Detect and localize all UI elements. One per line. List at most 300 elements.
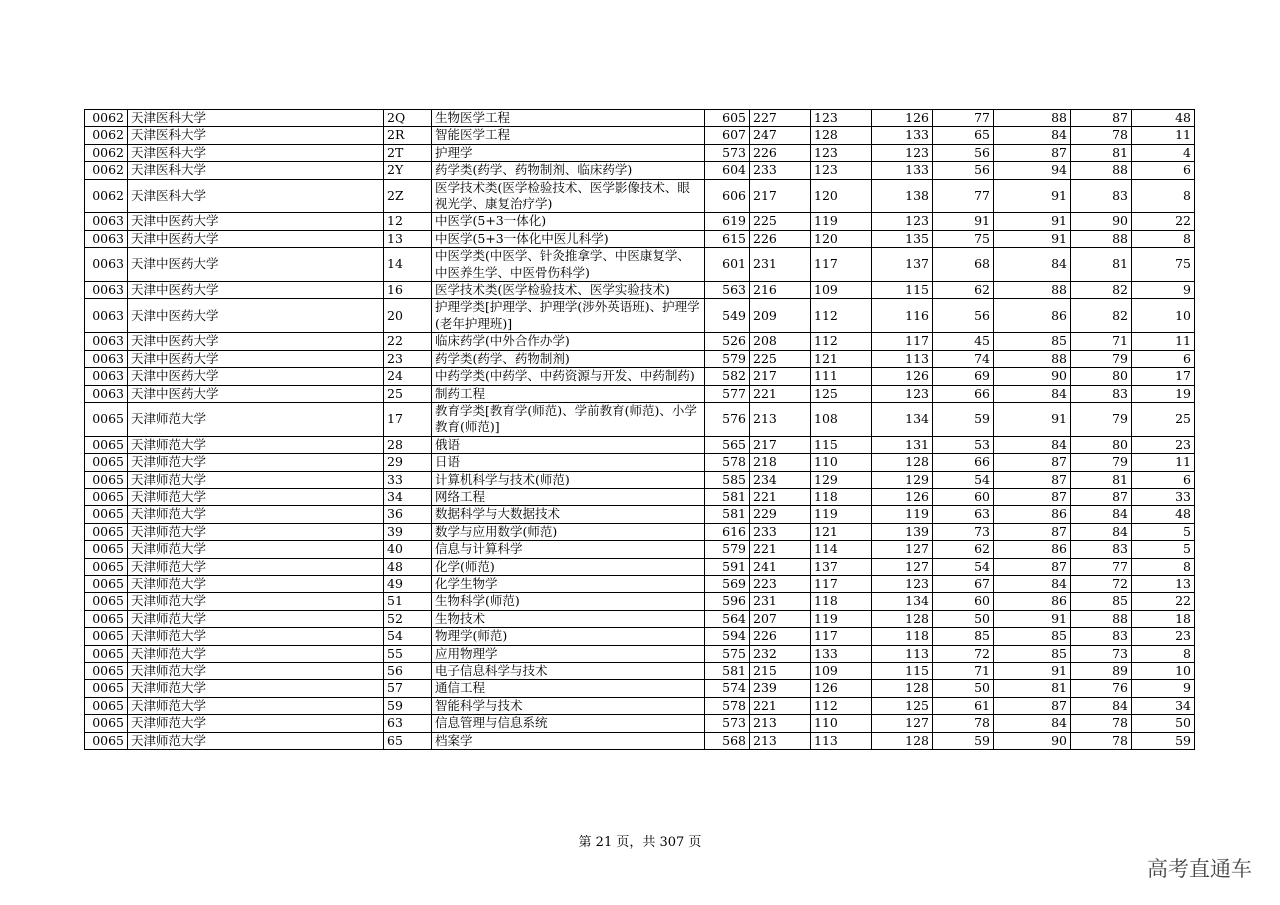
total-score-cell: 619: [705, 213, 750, 230]
major-name-cell: 生物技术: [432, 610, 705, 627]
score-d-cell: 66: [933, 385, 994, 402]
table-row: [85, 127, 1195, 144]
major-code-cell: 36: [384, 506, 432, 523]
major-name-cell: 俄语: [432, 436, 705, 453]
score-d-cell: 59: [933, 732, 994, 749]
school-code-cell: 0063: [85, 282, 128, 299]
table-row: [85, 213, 1195, 230]
school-name-cell: 天津师范大学: [128, 523, 384, 540]
table-row: [85, 558, 1195, 575]
school-name-cell: 天津师范大学: [128, 575, 384, 592]
score-b-cell: 119: [811, 213, 872, 230]
table-row: [85, 144, 1195, 161]
major-name-cell: 物理学(师范): [432, 628, 705, 645]
score-b-cell: 118: [811, 488, 872, 505]
score-g-cell: 25: [1132, 402, 1195, 436]
school-code-cell: 0062: [85, 110, 128, 127]
score-d-cell: 75: [933, 230, 994, 247]
score-e-cell: 86: [994, 541, 1071, 558]
table-row: [85, 454, 1195, 471]
score-a-cell: 213: [750, 715, 811, 732]
score-a-cell: 213: [750, 732, 811, 749]
score-c-cell: 134: [872, 402, 933, 436]
score-e-cell: 85: [994, 628, 1071, 645]
major-name-cell: 计算机科学与技术(师范): [432, 471, 705, 488]
table-row: [85, 110, 1195, 127]
score-f-cell: 80: [1071, 368, 1132, 385]
score-a-cell: 226: [750, 144, 811, 161]
score-c-cell: 116: [872, 299, 933, 333]
score-e-cell: 91: [994, 663, 1071, 680]
major-code-cell: 39: [384, 523, 432, 540]
table-row: [85, 628, 1195, 645]
total-score-cell: 582: [705, 368, 750, 385]
score-c-cell: 134: [872, 593, 933, 610]
score-b-cell: 125: [811, 385, 872, 402]
major-name-cell: 中医学(5+3一体化中医儿科学): [432, 230, 705, 247]
major-code-cell: 56: [384, 663, 432, 680]
major-code-cell: 34: [384, 488, 432, 505]
total-score-cell: 578: [705, 697, 750, 714]
score-d-cell: 54: [933, 471, 994, 488]
score-c-cell: 123: [872, 213, 933, 230]
table-row: [85, 593, 1195, 610]
total-score-cell: 581: [705, 488, 750, 505]
score-d-cell: 74: [933, 350, 994, 367]
major-code-cell: 51: [384, 593, 432, 610]
score-b-cell: 120: [811, 179, 872, 213]
score-a-cell: 221: [750, 541, 811, 558]
major-name-cell: 智能科学与技术: [432, 697, 705, 714]
table-row: [85, 663, 1195, 680]
school-code-cell: 0062: [85, 162, 128, 179]
school-name-cell: 天津师范大学: [128, 715, 384, 732]
score-d-cell: 67: [933, 575, 994, 592]
school-name-cell: 天津师范大学: [128, 558, 384, 575]
score-d-cell: 62: [933, 282, 994, 299]
score-g-cell: 48: [1132, 506, 1195, 523]
total-score-cell: 606: [705, 179, 750, 213]
school-code-cell: 0063: [85, 385, 128, 402]
score-e-cell: 91: [994, 402, 1071, 436]
major-code-cell: 65: [384, 732, 432, 749]
score-a-cell: 221: [750, 488, 811, 505]
score-f-cell: 85: [1071, 593, 1132, 610]
score-f-cell: 72: [1071, 575, 1132, 592]
school-name-cell: 天津中医药大学: [128, 282, 384, 299]
major-code-cell: 24: [384, 368, 432, 385]
school-code-cell: 0065: [85, 558, 128, 575]
major-name-cell: 档案学: [432, 732, 705, 749]
score-f-cell: 88: [1071, 610, 1132, 627]
total-score-cell: 574: [705, 680, 750, 697]
major-code-cell: 2T: [384, 144, 432, 161]
score-e-cell: 84: [994, 248, 1071, 282]
score-g-cell: 11: [1132, 127, 1195, 144]
score-g-cell: 18: [1132, 610, 1195, 627]
score-c-cell: 123: [872, 385, 933, 402]
total-score-cell: 581: [705, 506, 750, 523]
score-c-cell: 127: [872, 558, 933, 575]
school-code-cell: 0062: [85, 179, 128, 213]
score-g-cell: 11: [1132, 454, 1195, 471]
table-row: [85, 732, 1195, 749]
school-code-cell: 0065: [85, 454, 128, 471]
score-a-cell: 217: [750, 368, 811, 385]
score-b-cell: 121: [811, 523, 872, 540]
score-e-cell: 81: [994, 680, 1071, 697]
score-e-cell: 91: [994, 213, 1071, 230]
score-f-cell: 77: [1071, 558, 1132, 575]
total-score-cell: 616: [705, 523, 750, 540]
score-d-cell: 59: [933, 402, 994, 436]
score-b-cell: 126: [811, 680, 872, 697]
score-g-cell: 6: [1132, 162, 1195, 179]
total-score-cell: 596: [705, 593, 750, 610]
score-f-cell: 83: [1071, 385, 1132, 402]
major-name-cell: 中医学(5+3一体化): [432, 213, 705, 230]
score-b-cell: 109: [811, 282, 872, 299]
score-g-cell: 13: [1132, 575, 1195, 592]
score-e-cell: 88: [994, 350, 1071, 367]
total-score-cell: 568: [705, 732, 750, 749]
major-code-cell: 13: [384, 230, 432, 247]
score-d-cell: 50: [933, 680, 994, 697]
school-name-cell: 天津中医药大学: [128, 248, 384, 282]
score-c-cell: 128: [872, 680, 933, 697]
score-f-cell: 88: [1071, 162, 1132, 179]
table-row: [85, 645, 1195, 662]
score-g-cell: 9: [1132, 680, 1195, 697]
score-c-cell: 127: [872, 715, 933, 732]
score-g-cell: 5: [1132, 523, 1195, 540]
score-g-cell: 8: [1132, 645, 1195, 662]
score-e-cell: 88: [994, 282, 1071, 299]
score-f-cell: 79: [1071, 350, 1132, 367]
major-code-cell: 63: [384, 715, 432, 732]
score-a-cell: 218: [750, 454, 811, 471]
school-code-cell: 0063: [85, 368, 128, 385]
score-b-cell: 123: [811, 110, 872, 127]
score-a-cell: 208: [750, 333, 811, 350]
score-d-cell: 53: [933, 436, 994, 453]
score-d-cell: 63: [933, 506, 994, 523]
score-g-cell: 34: [1132, 697, 1195, 714]
score-b-cell: 121: [811, 350, 872, 367]
score-d-cell: 61: [933, 697, 994, 714]
school-code-cell: 0062: [85, 144, 128, 161]
score-a-cell: 231: [750, 593, 811, 610]
score-e-cell: 91: [994, 610, 1071, 627]
score-a-cell: 232: [750, 645, 811, 662]
total-score-cell: 579: [705, 350, 750, 367]
score-g-cell: 9: [1132, 282, 1195, 299]
school-name-cell: 天津中医药大学: [128, 230, 384, 247]
major-code-cell: 2Z: [384, 179, 432, 213]
score-a-cell: 231: [750, 248, 811, 282]
score-e-cell: 86: [994, 593, 1071, 610]
score-d-cell: 69: [933, 368, 994, 385]
score-c-cell: 137: [872, 248, 933, 282]
score-e-cell: 84: [994, 436, 1071, 453]
school-code-cell: 0062: [85, 127, 128, 144]
score-a-cell: 217: [750, 436, 811, 453]
score-e-cell: 87: [994, 523, 1071, 540]
score-c-cell: 126: [872, 488, 933, 505]
score-e-cell: 86: [994, 299, 1071, 333]
total-score-cell: 615: [705, 230, 750, 247]
table-row: [85, 350, 1195, 367]
total-score-cell: 594: [705, 628, 750, 645]
major-code-cell: 55: [384, 645, 432, 662]
school-name-cell: 天津师范大学: [128, 628, 384, 645]
school-code-cell: 0065: [85, 488, 128, 505]
score-g-cell: 10: [1132, 299, 1195, 333]
admission-score-table: [84, 109, 1195, 750]
score-b-cell: 128: [811, 127, 872, 144]
table-row: [85, 333, 1195, 350]
school-code-cell: 0065: [85, 680, 128, 697]
score-e-cell: 87: [994, 558, 1071, 575]
score-e-cell: 85: [994, 645, 1071, 662]
total-score-cell: 565: [705, 436, 750, 453]
total-score-cell: 526: [705, 333, 750, 350]
score-e-cell: 94: [994, 162, 1071, 179]
school-name-cell: 天津师范大学: [128, 506, 384, 523]
score-f-cell: 90: [1071, 213, 1132, 230]
score-e-cell: 87: [994, 471, 1071, 488]
major-name-cell: 医学技术类(医学检验技术、医学实验技术): [432, 282, 705, 299]
score-a-cell: 247: [750, 127, 811, 144]
score-b-cell: 123: [811, 162, 872, 179]
major-name-cell: 中医学类(中医学、针灸推拿学、中医康复学、中医养生学、中医骨伤科学): [432, 248, 705, 282]
major-name-cell: 生物科学(师范): [432, 593, 705, 610]
school-code-cell: 0065: [85, 402, 128, 436]
page-footer: 第 21 页，共 307 页: [578, 835, 702, 850]
score-a-cell: 225: [750, 350, 811, 367]
major-code-cell: 33: [384, 471, 432, 488]
total-score-cell: 581: [705, 663, 750, 680]
table-row: [85, 230, 1195, 247]
score-g-cell: 8: [1132, 558, 1195, 575]
score-a-cell: 215: [750, 663, 811, 680]
major-name-cell: 护理学: [432, 144, 705, 161]
score-b-cell: 108: [811, 402, 872, 436]
major-code-cell: 2Q: [384, 110, 432, 127]
score-g-cell: 10: [1132, 663, 1195, 680]
score-c-cell: 138: [872, 179, 933, 213]
total-score-cell: 563: [705, 282, 750, 299]
school-name-cell: 天津医科大学: [128, 162, 384, 179]
score-b-cell: 114: [811, 541, 872, 558]
table-row: [85, 282, 1195, 299]
major-name-cell: 护理学类[护理学、护理学(涉外英语班)、护理学(老年护理班)]: [432, 299, 705, 333]
total-score-cell: 578: [705, 454, 750, 471]
major-code-cell: 20: [384, 299, 432, 333]
major-code-cell: 49: [384, 575, 432, 592]
score-f-cell: 87: [1071, 110, 1132, 127]
school-name-cell: 天津师范大学: [128, 541, 384, 558]
score-f-cell: 84: [1071, 506, 1132, 523]
score-b-cell: 137: [811, 558, 872, 575]
table-row: [85, 385, 1195, 402]
score-g-cell: 8: [1132, 179, 1195, 213]
major-code-cell: 17: [384, 402, 432, 436]
score-f-cell: 78: [1071, 715, 1132, 732]
school-code-cell: 0063: [85, 299, 128, 333]
school-name-cell: 天津中医药大学: [128, 333, 384, 350]
total-score-cell: 604: [705, 162, 750, 179]
school-code-cell: 0065: [85, 663, 128, 680]
table-row: [85, 162, 1195, 179]
major-code-cell: 57: [384, 680, 432, 697]
major-name-cell: 医学技术类(医学检验技术、医学影像技术、眼视光学、康复治疗学): [432, 179, 705, 213]
score-d-cell: 91: [933, 213, 994, 230]
major-code-cell: 2Y: [384, 162, 432, 179]
school-name-cell: 天津师范大学: [128, 488, 384, 505]
score-e-cell: 87: [994, 697, 1071, 714]
score-c-cell: 113: [872, 350, 933, 367]
score-d-cell: 65: [933, 127, 994, 144]
score-e-cell: 84: [994, 385, 1071, 402]
score-f-cell: 79: [1071, 454, 1132, 471]
school-name-cell: 天津中医药大学: [128, 213, 384, 230]
table-row: [85, 715, 1195, 732]
score-c-cell: 128: [872, 454, 933, 471]
score-e-cell: 91: [994, 179, 1071, 213]
major-code-cell: 14: [384, 248, 432, 282]
score-a-cell: 221: [750, 697, 811, 714]
score-d-cell: 71: [933, 663, 994, 680]
score-b-cell: 111: [811, 368, 872, 385]
total-score-cell: 591: [705, 558, 750, 575]
major-code-cell: 23: [384, 350, 432, 367]
score-d-cell: 56: [933, 144, 994, 161]
school-code-cell: 0063: [85, 213, 128, 230]
major-code-cell: 25: [384, 385, 432, 402]
major-code-cell: 54: [384, 628, 432, 645]
school-code-cell: 0065: [85, 541, 128, 558]
total-score-cell: 601: [705, 248, 750, 282]
score-g-cell: 22: [1132, 213, 1195, 230]
table-body: [85, 110, 1195, 750]
score-d-cell: 60: [933, 593, 994, 610]
score-c-cell: 115: [872, 282, 933, 299]
score-d-cell: 78: [933, 715, 994, 732]
school-code-cell: 0063: [85, 248, 128, 282]
major-code-cell: 22: [384, 333, 432, 350]
major-code-cell: 59: [384, 697, 432, 714]
score-f-cell: 82: [1071, 299, 1132, 333]
score-g-cell: 19: [1132, 385, 1195, 402]
total-score-cell: 549: [705, 299, 750, 333]
score-c-cell: 128: [872, 732, 933, 749]
score-g-cell: 22: [1132, 593, 1195, 610]
score-a-cell: 234: [750, 471, 811, 488]
score-b-cell: 117: [811, 248, 872, 282]
score-g-cell: 33: [1132, 488, 1195, 505]
school-name-cell: 天津医科大学: [128, 179, 384, 213]
score-e-cell: 90: [994, 732, 1071, 749]
score-a-cell: 239: [750, 680, 811, 697]
table-row: [85, 179, 1195, 213]
score-c-cell: 126: [872, 368, 933, 385]
major-code-cell: 28: [384, 436, 432, 453]
score-c-cell: 126: [872, 110, 933, 127]
score-a-cell: 207: [750, 610, 811, 627]
score-g-cell: 4: [1132, 144, 1195, 161]
major-name-cell: 信息与计算科学: [432, 541, 705, 558]
major-code-cell: 48: [384, 558, 432, 575]
score-a-cell: 229: [750, 506, 811, 523]
table-row: [85, 680, 1195, 697]
total-score-cell: 577: [705, 385, 750, 402]
school-code-cell: 0065: [85, 523, 128, 540]
score-f-cell: 82: [1071, 282, 1132, 299]
watermark-text: 高考直通车: [1147, 857, 1252, 881]
score-f-cell: 79: [1071, 402, 1132, 436]
score-f-cell: 89: [1071, 663, 1132, 680]
score-f-cell: 81: [1071, 471, 1132, 488]
school-name-cell: 天津师范大学: [128, 697, 384, 714]
major-name-cell: 数据科学与大数据技术: [432, 506, 705, 523]
score-e-cell: 87: [994, 144, 1071, 161]
major-code-cell: 52: [384, 610, 432, 627]
score-a-cell: 226: [750, 230, 811, 247]
table-row: [85, 541, 1195, 558]
school-name-cell: 天津师范大学: [128, 593, 384, 610]
table-row: [85, 610, 1195, 627]
score-c-cell: 131: [872, 436, 933, 453]
major-code-cell: 12: [384, 213, 432, 230]
score-d-cell: 50: [933, 610, 994, 627]
score-c-cell: 139: [872, 523, 933, 540]
score-c-cell: 115: [872, 663, 933, 680]
score-e-cell: 84: [994, 127, 1071, 144]
score-e-cell: 85: [994, 333, 1071, 350]
table-row: [85, 697, 1195, 714]
score-f-cell: 80: [1071, 436, 1132, 453]
school-name-cell: 天津医科大学: [128, 127, 384, 144]
school-name-cell: 天津中医药大学: [128, 299, 384, 333]
score-b-cell: 120: [811, 230, 872, 247]
score-f-cell: 83: [1071, 179, 1132, 213]
school-name-cell: 天津医科大学: [128, 144, 384, 161]
table-row: [85, 575, 1195, 592]
score-c-cell: 128: [872, 610, 933, 627]
score-b-cell: 110: [811, 454, 872, 471]
major-name-cell: 药学类(药学、药物制剂): [432, 350, 705, 367]
table-row: [85, 471, 1195, 488]
school-name-cell: 天津师范大学: [128, 732, 384, 749]
school-name-cell: 天津中医药大学: [128, 350, 384, 367]
table-row: [85, 523, 1195, 540]
school-name-cell: 天津师范大学: [128, 436, 384, 453]
total-score-cell: 607: [705, 127, 750, 144]
major-code-cell: 29: [384, 454, 432, 471]
school-name-cell: 天津师范大学: [128, 680, 384, 697]
major-name-cell: 信息管理与信息系统: [432, 715, 705, 732]
score-e-cell: 90: [994, 368, 1071, 385]
score-d-cell: 73: [933, 523, 994, 540]
score-a-cell: 226: [750, 628, 811, 645]
total-score-cell: 605: [705, 110, 750, 127]
score-e-cell: 84: [994, 715, 1071, 732]
score-f-cell: 81: [1071, 144, 1132, 161]
score-d-cell: 85: [933, 628, 994, 645]
score-b-cell: 112: [811, 697, 872, 714]
school-code-cell: 0065: [85, 593, 128, 610]
